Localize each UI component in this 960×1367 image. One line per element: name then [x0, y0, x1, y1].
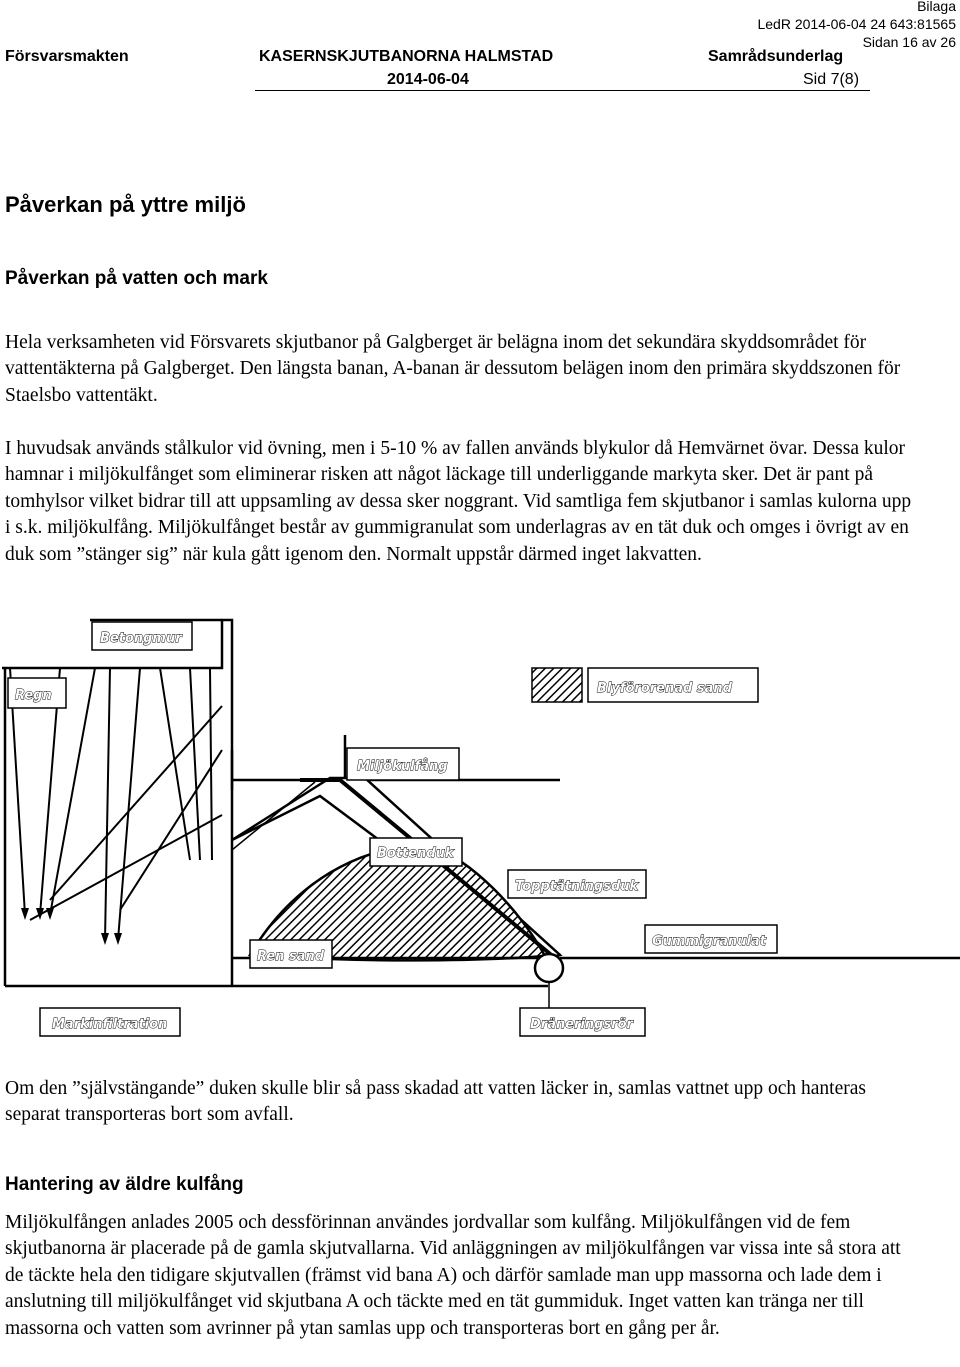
section-title: Påverkan på yttre miljö [5, 192, 246, 217]
section2-title: Hantering av äldre kulfång [5, 1174, 244, 1195]
label-betongmur [92, 622, 192, 650]
paragraph-water-protection: Hela verksamheten vid Försvarets skjutbanor på Galgberget är belägna inom det sekundära skyddsområdet för vattentäkterna på Galgberget. Den längsta banan, A-banan är dessutom belägen inom den primära skyddszonen för Staelsbo vattentäkt. [5, 332, 901, 406]
doc-date: 2014-06-04 [387, 71, 469, 88]
label-gummigranulat [645, 925, 777, 953]
paragraph-old-traps: Miljökulfången anlades 2005 och dessförinnan användes jordvallar som kulfång. Miljökulfången vid de fem skjutbanorna är placerade på de gamla skjutvallarna. Vid anläggningen av miljökulfången var vissa inte så stora att de täckte hela den tidigare skjutvallen (främst vid bana A) och därför samlade man upp massorna och lade dem i anslutning till miljökulfånget vid skjutbana A och täckte med en tät gummiduk. Inget vatten kan tränga ner till massorna och vatten som avrinner på ytan samlas upp och transporteras bort en gång per år. [5, 1212, 901, 1339]
label-dranerinsror [520, 1008, 645, 1036]
svg-text:Bottenduk: Bottenduk [377, 846, 454, 861]
rain-arrowheads [21, 908, 122, 945]
label-blyfororenad-sand [588, 668, 758, 702]
bilaga-label: Bilaga [917, 0, 956, 14]
project-name: KASERNSKJUTBANORNA HALMSTAD [259, 48, 554, 65]
svg-text:Miljökulfång: Miljökulfång [357, 759, 448, 774]
legend-hatch-swatch [532, 668, 582, 702]
label-topptatningsduk [508, 870, 646, 898]
svg-text:Regn: Regn [15, 688, 52, 703]
label-ren-sand [250, 940, 332, 968]
ledr-reference: LedR 2014-06-04 24 643:81565 [757, 16, 956, 32]
page-count: Sidan 16 av 26 [862, 34, 956, 50]
svg-text:Topptätningsduk: Topptätningsduk [515, 879, 639, 894]
svg-text:Gummigranulat: Gummigranulat [652, 934, 766, 949]
svg-text:Dräneringsrör: Dräneringsrör [530, 1017, 633, 1032]
label-bottenduk [370, 838, 462, 866]
svg-text:Markinfiltration: Markinfiltration [52, 1017, 168, 1032]
svg-text:Blyförorenad sand: Blyförorenad sand [597, 681, 732, 696]
paragraph-self-closing: Om den ”självstängande” duken skulle blir så pass skadad att vatten läcker in, samlas vattnet upp och hanteras separat transporteras bort som avfall. [5, 1078, 866, 1126]
doc-type: Samrådsunderlag [708, 48, 844, 65]
section-subtitle: Påverkan på vatten och mark [5, 268, 268, 289]
rain-arrows [10, 668, 222, 940]
page-number: Sid 7(8) [803, 71, 860, 88]
svg-text:Ren sand: Ren sand [257, 949, 325, 964]
bullet-trap-diagram [0, 610, 960, 1050]
drainage-pipe [535, 954, 563, 982]
label-markinfiltration [40, 1008, 180, 1036]
svg-text:Betongmur: Betongmur [100, 631, 182, 646]
header-rule [255, 90, 870, 91]
label-miljokulfang [347, 748, 459, 780]
berm [232, 778, 560, 960]
label-regn [8, 678, 66, 708]
paragraph-bullets: I huvudsak används stålkulor vid övning, men i 5-10 % av fallen används blykulor då Hemvärnet övar. Dessa kulor hamnar i miljökulfånget som eliminerar risken att något läckage till underliggande markyta sker. Det är pant på tomhylsor vilket bidrar till att uppsamling av dessa sker noggrant. Vid samtliga fem skjutbanor i samlas kulorna upp i s.k. miljökulfång. Miljökulfånget består av gummigranulat som underlagras av en tät duk och omges i övrigt av en duk som ”stänger sig” när kula gått igenom den. Normalt uppstår därmed inget lakvatten. [5, 438, 912, 565]
org-name: Försvarsmakten [5, 48, 129, 65]
